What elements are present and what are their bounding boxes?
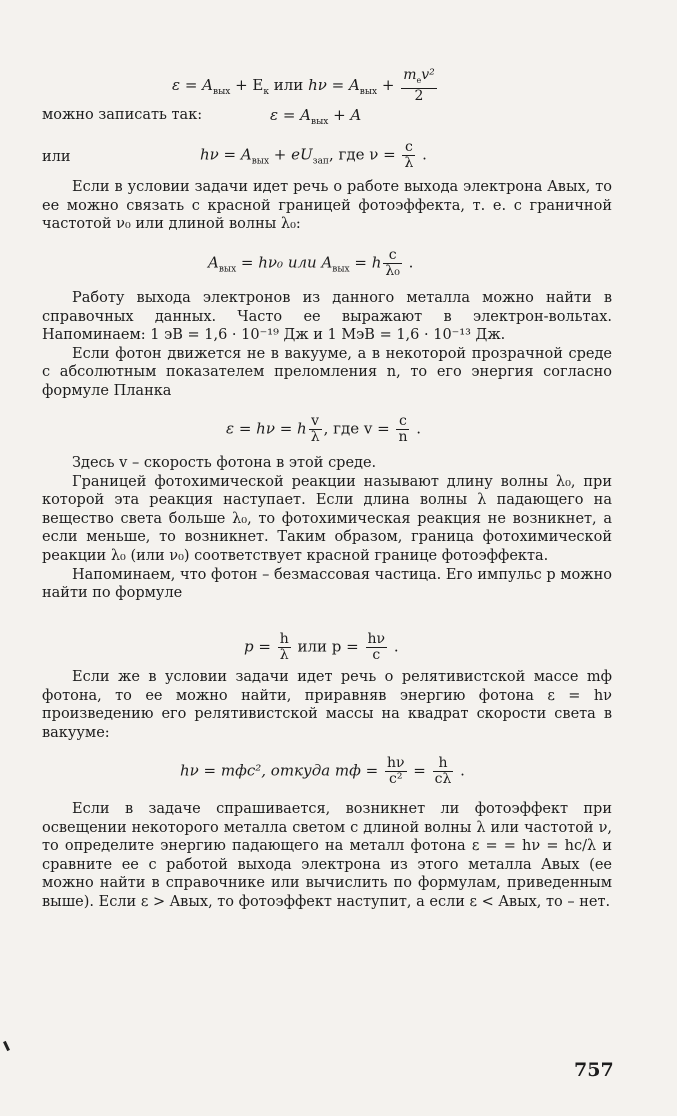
page-number: 757 xyxy=(574,1059,614,1081)
formula-momentum: p = $\frac{h}{\lambda}$ или p = $\frac{h\nu}{c}$ . xyxy=(244,631,399,663)
label-or: или xyxy=(42,149,71,165)
scan-mark xyxy=(3,1041,10,1051)
formula-planck-medium: ε = hν = h $\frac{v}{\lambda}$ , где v = $\frac{c}{n}$ . xyxy=(226,413,422,445)
paragraph-photoeffect-condition: Если в задаче спрашивается, возникнет ли фотоэффект при освещении некоторого металла светом с длиной волны λ или частотой ν, то определите энергию падающего на металл фотона ε = = hν = hc/λ и сравните ее с работой выхода электрона из этого металла Aвых (ее можно найти в справочнике или вычислить по формулам, приведенным выше). Если ε > Aвых, то фотоэффект наступит, а если ε < Aвых, то – нет. xyxy=(42,801,612,910)
label-can-write: можно записать так: xyxy=(42,107,203,123)
fraction-kinetic: $\frac{m_ev^2}{2}$ xyxy=(403,67,435,104)
paragraph-photochemical: Здесь v – скорость фотона в этой среде. Границей фотохимической реакции называют длину волны λ₀, при которой эта реакция наступает. Если длина волны λ падающего на вещество света больше λ₀, то фотохимическая реакция не возникнет, а если меньше, то возникнет. Таким образом, граница фотохимической реакции λ₀ (или ν₀) соответствует красной границе фотоэффекта. Напоминаем, что фотон – безмассовая частица. Его импульс p можно найти по формуле xyxy=(42,455,612,602)
paragraph-relativistic-mass: Если же в условии задачи идет речь о релятивистской массе mф фотона, то ее можно найти, приравняв энергию фотона ε = hν произведению его релятивистской массы на квадрат скорости света в вакууме: xyxy=(42,669,612,741)
formula-work-function: $A_{вых} = h\nu_0$ или $A_{вых} = h$ $\frac{c}{\text{λ₀}}$ . xyxy=(208,247,414,279)
paragraph-work-function: Если в условии задачи идет речь о работе выхода электрона Aвых, то ее можно связать с красной границей фотоэффекта, т. е. с граничной частотой ν₀ или длиной волны λ₀: xyxy=(42,179,612,233)
paragraph-reference-data: Работу выхода электронов из данного металла можно найти в справочных данных. Часто ее выражают в электрон-вольтах. Напоминаем: 1 эВ = 1,6 · 10⁻¹⁹ Дж и 1 МэВ = 1,6 · 10⁻¹³ Дж. Если фотон движется не в вакууме, а в некоторой прозрачной среде с абсолютным показателем преломления n, то его энергия согласно формуле Планка xyxy=(42,290,612,399)
formula-energy-balance: $\varepsilon = A_{вых} + E_к$ или $h\nu = A_{вых}$ + $\frac{m_ev^2}{2}$ xyxy=(172,67,435,104)
formula-stopping-voltage: $h\nu = A_{вых} + eU_{зап}$, где ν = $\frac{c}{\lambda}$ . xyxy=(200,139,427,171)
formula-photon-mass: hν = mфc², откуда mф = $\frac{h\nu}{\text{c²}}$ = $\frac{h}{c\lambda}$ . xyxy=(180,755,465,787)
formula-energy-short: $\varepsilon = A_{вых} + A$ xyxy=(270,106,362,127)
